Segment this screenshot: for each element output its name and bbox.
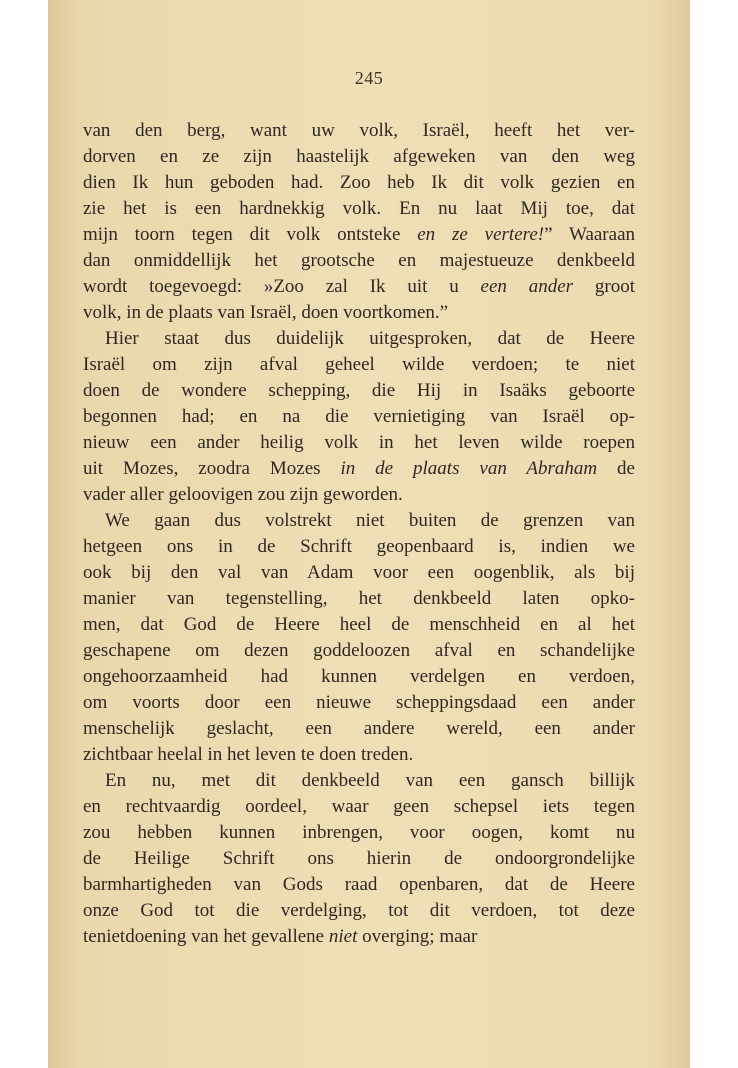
- text-line: [83, 924, 635, 950]
- book-page: [48, 0, 690, 1068]
- text-run: uit Mozes, zoodra Mozes: [83, 458, 341, 479]
- italic-run: een ander: [480, 276, 574, 297]
- text-line: Israël om zijn afval geheel wilde verdoen; te niet: [83, 354, 635, 375]
- text-line: zichtbaar heelal in het leven te doen treden.: [83, 744, 414, 765]
- paragraph: [83, 326, 635, 508]
- text-line: doen de wondere schepping, die Hij in Isaäks geboorte: [83, 380, 635, 401]
- text-line: onze God tot die verdelging, tot dit verdoen, tot deze: [83, 900, 635, 921]
- paragraph: [83, 118, 635, 326]
- text-line: [83, 456, 635, 482]
- text-line: men, dat God de Heere heel de menschheid en al het: [83, 614, 635, 635]
- text-line: [83, 222, 635, 248]
- text-line: We gaan dus volstrekt niet buiten de grenzen van: [105, 510, 635, 531]
- text-line: zou hebben kunnen inbrengen, voor oogen, komt nu: [83, 822, 635, 843]
- text-line: dorven en ze zijn haastelijk afgeweken van den weg: [83, 146, 635, 167]
- text-line: [83, 274, 635, 300]
- text-run: overging; maar: [357, 926, 478, 947]
- italic-run: in de plaats van Abraham: [340, 458, 598, 479]
- text-line: volk, in de plaats van Israël, doen voortkomen.”: [83, 302, 449, 323]
- text-line: geschapene om dezen goddeloozen afval en schandelijke: [83, 640, 635, 661]
- text-line: menschelijk geslacht, een andere wereld, een ander: [83, 718, 635, 739]
- text-line: manier van tegenstelling, het denkbeeld laten opko-: [83, 588, 635, 609]
- text-line: barmhartigheden van Gods raad openbaren, dat de Heere: [83, 874, 635, 895]
- text-run: de: [597, 458, 635, 479]
- italic-run: en ze vertere!: [417, 224, 545, 245]
- text-line: dan onmiddellijk het grootsche en majestueuze denkbeeld: [83, 250, 635, 271]
- text-line: de Heilige Schrift ons hierin de ondoorgrondelijke: [83, 848, 635, 869]
- text-line: en rechtvaardig oordeel, waar geen schepsel iets tegen: [83, 796, 635, 817]
- text-line: hetgeen ons in de Schrift geopenbaard is, indien we: [83, 536, 635, 557]
- text-line: begonnen had; en na die vernietiging van Israël op-: [83, 406, 635, 427]
- text-line: En nu, met dit denkbeeld van een gansch billijk: [105, 770, 635, 791]
- text-run: wordt toegevoegd: »Zoo zal Ik uit u: [83, 276, 481, 297]
- text-run: mijn toorn tegen dit volk ontsteke: [83, 224, 418, 245]
- text-run: ” Waaraan: [544, 224, 636, 245]
- paragraph: [83, 508, 635, 768]
- text-line: zie het is een hardnekkig volk. En nu laat Mij toe, dat: [83, 198, 635, 219]
- text-line: nieuw een ander heilig volk in het leven wilde roepen: [83, 432, 635, 453]
- text-line: ongehoorzaamheid had kunnen verdelgen en verdoen,: [83, 666, 635, 687]
- text-run: tenietdoening van het gevallene: [83, 926, 329, 947]
- text-run: groot: [573, 276, 635, 297]
- italic-run: niet: [328, 926, 358, 947]
- text-line: ook bij den val van Adam voor een oogenblik, als bij: [83, 562, 635, 583]
- text-line: vader aller geloovigen zou zijn geworden.: [83, 484, 403, 505]
- text-line: van den berg, want uw volk, Israël, heeft het ver-: [83, 120, 635, 141]
- text-line: Hier staat dus duidelijk uitgesproken, dat de Heere: [105, 328, 635, 349]
- page-number: 245: [354, 68, 384, 88]
- body-text: [83, 118, 635, 950]
- paragraph: [83, 768, 635, 950]
- text-line: om voorts door een nieuwe scheppingsdaad een ander: [83, 692, 635, 713]
- text-line: dien Ik hun geboden had. Zoo heb Ik dit volk gezien en: [83, 172, 635, 193]
